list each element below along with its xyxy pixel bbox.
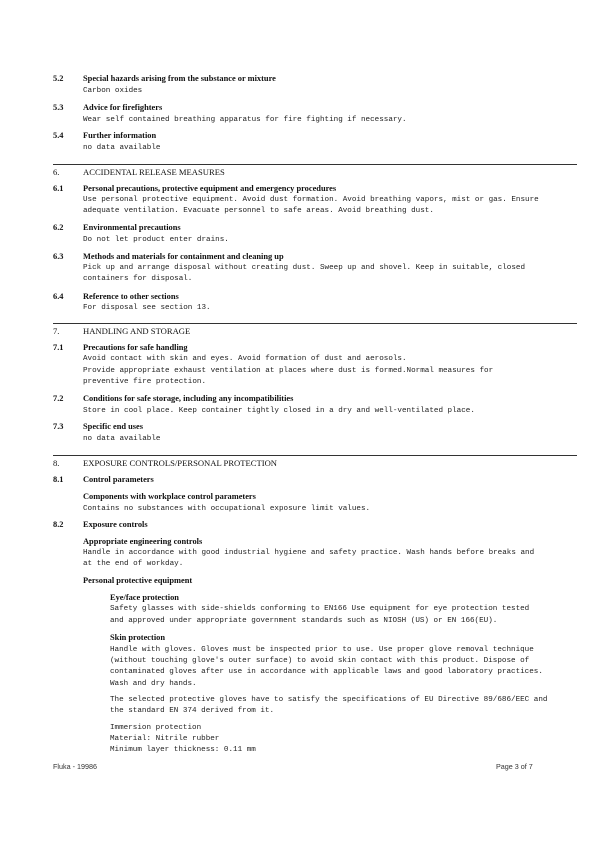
item-number: 7.1 [53,343,64,352]
footer-product: Fluka - 19986 [53,762,97,771]
item-number: 6.3 [53,252,64,261]
subheading-engineering: Appropriate engineering controls [83,537,203,546]
item-text: Carbon oxides [83,87,143,95]
item-number: 5.3 [53,103,64,112]
item-title: Conditions for safe storage, including any incompatibilities [83,394,294,403]
item-number: 7.3 [53,422,64,431]
item-title: Control parameters [83,475,154,484]
item-title: Further information [83,131,157,140]
item-number: 5.4 [53,131,64,140]
item-text: Material: Nitrile rubber [110,735,220,743]
item-text: Immersion protection [110,724,202,732]
section-number: 7. [53,326,60,336]
item-text: Minimum layer thickness: 0.11 mm [110,746,256,754]
item-text: Use personal protective equipment. Avoid dust formation. Avoid breathing vapors, mist or gas. Ensure [83,196,539,204]
item-title: Precautions for safe handling [83,343,188,352]
item-number: 8.1 [53,475,64,484]
subheading-ppe: Personal protective equipment [83,576,193,585]
item-title: Special hazards arising from the substance or mixture [83,74,276,83]
item-text: no data available [83,144,161,152]
item-text: preventive fire protection. [83,378,207,386]
item-title: Personal precautions, protective equipment and emergency procedures [83,184,337,193]
item-text: Pick up and arrange disposal without creating dust. Sweep up and shovel. Keep in suitable, closed [83,264,526,272]
subheading-components: Components with workplace control parameters [83,492,256,501]
item-text: Wash and dry hands. [110,680,197,688]
section-divider [53,164,577,165]
item-number: 6.2 [53,223,64,232]
item-number: 6.4 [53,292,64,301]
item-text: containers for disposal. [83,275,193,283]
item-text: at the end of workday. [83,560,184,568]
item-text: Contains no substances with occupational exposure limit values. [83,505,371,513]
item-title: Methods and materials for containment and cleaning up [83,252,284,261]
item-text: Handle in accordance with good industrial hygiene and safety practice. Wash hands before breaks and [83,549,535,557]
item-number: 6.1 [53,184,64,193]
item-text: Do not let product enter drains. [83,236,229,244]
item-text: no data available [83,435,161,443]
section-title: ACCIDENTAL RELEASE MEASURES [83,167,225,177]
item-text: contaminated gloves after use in accordance with applicable laws and good laboratory practices. [110,668,543,676]
item-title: Exposure controls [83,520,148,529]
subheading-skin: Skin protection [110,633,165,642]
item-text: Provide appropriate exhaust ventilation at places where dust is formed.Normal measures for [83,367,494,375]
section-number: 6. [53,167,60,177]
section-title: HANDLING AND STORAGE [83,326,191,336]
item-title: Specific end uses [83,422,144,431]
item-text: Store in cool place. Keep container tightly closed in a dry and well-ventilated place. [83,407,475,415]
footer-page-number: Page 3 of 7 [496,762,533,771]
item-number: 5.2 [53,74,64,83]
item-text: adequate ventilation. Evacuate personnel to safe areas. Avoid breathing dust. [83,207,434,215]
item-number: 8.2 [53,520,64,529]
subheading-eye: Eye/face protection [110,593,179,602]
item-text: For disposal see section 13. [83,304,211,312]
item-text: Handle with gloves. Gloves must be inspected prior to use. Use proper glove removal technique [110,646,534,654]
item-text: Wear self contained breathing apparatus for fire fighting if necessary. [83,116,407,124]
item-text: Safety glasses with side-shields conforming to EN166 Use equipment for eye protection tested [110,605,530,613]
item-text: the standard EN 374 derived from it. [110,707,275,715]
section-divider [53,323,577,324]
item-title: Reference to other sections [83,292,179,301]
item-number: 7.2 [53,394,64,403]
item-text: Avoid contact with skin and eyes. Avoid formation of dust and aerosols. [83,355,407,363]
section-title: EXPOSURE CONTROLS/PERSONAL PROTECTION [83,458,278,468]
item-text: (without touching glove's outer surface) to avoid skin contact with this product. Dispose of [110,657,530,665]
item-title: Advice for firefighters [83,103,163,112]
item-text: and approved under appropriate government standards such as NIOSH (US) or EN 166(EU). [110,617,498,625]
item-text: The selected protective gloves have to satisfy the specifications of EU Directive 89/686/EEC and [110,696,548,704]
item-title: Environmental precautions [83,223,181,232]
section-divider [53,455,577,456]
section-number: 8. [53,458,60,468]
